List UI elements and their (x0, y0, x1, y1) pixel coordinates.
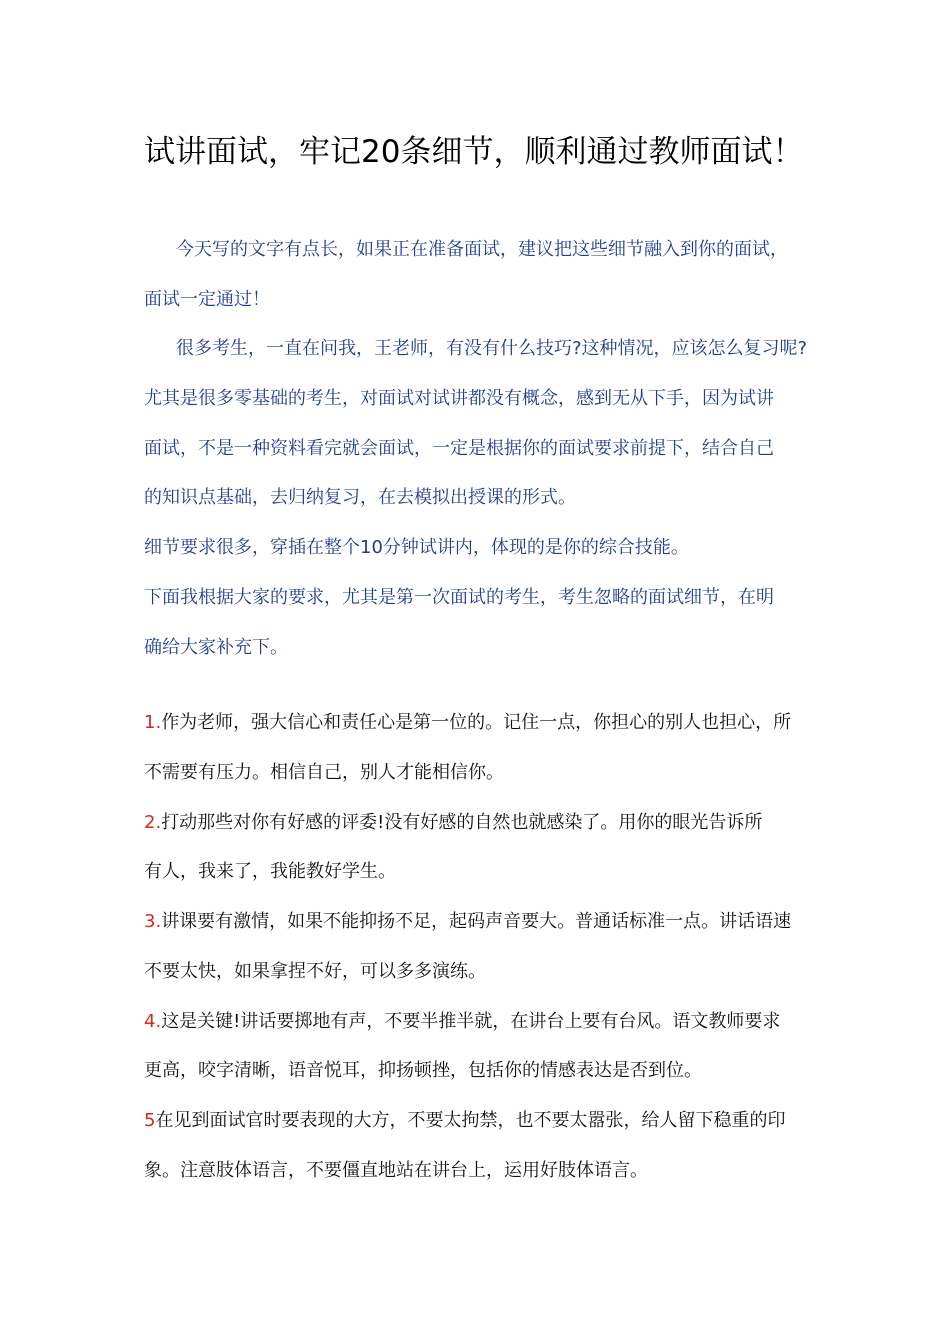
intro-line: 很多考生，一直在问我，王老师，有没有什么技巧?这种情况，应该怎么复习呢? (176, 338, 808, 359)
list-item-5-line-1 (144, 1106, 785, 1136)
intro-line: 面试一定通过！ (144, 289, 270, 310)
item-text: 打动那些对你有好感的评委!没有好感的自然也就感染了。用你的眼光告诉所 (161, 812, 763, 833)
list-item-4-line-1 (144, 1007, 780, 1037)
item-number: 5 (144, 1110, 156, 1131)
item-number: 4. (144, 1011, 162, 1032)
list-item-4-line-2: 更高，咬字清晰，语音悦耳，抑扬顿挫，包括你的情感表达是否到位。 (144, 1060, 702, 1081)
intro-line: 细节要求很多，穿插在整个10分钟试讲内，体现的是你的综合技能。 (144, 537, 689, 558)
intro-line: 下面我根据大家的要求，尤其是第一次面试的考生，考生忽略的面试细节，在明 (144, 587, 774, 608)
item-text: 在见到面试官时要表现的大方，不要太拘禁，也不要太嚣张，给人留下稳重的印 (155, 1110, 786, 1131)
list-item-3-line-2: 不要太快，如果拿捏不好，可以多多演练。 (144, 961, 486, 982)
list-item-2-line-1 (144, 808, 762, 838)
intro-line: 面试，不是一种资料看完就会面试，一定是根据你的面试要求前提下，结合自己 (144, 438, 774, 459)
intro-line: 的知识点基础，去归纳复习，在去模拟出授课的形式。 (144, 487, 576, 508)
list-item-1-line-1 (144, 708, 791, 738)
item-text: 讲课要有激情，如果不能抑扬不足，起码声音要大。普通话标准一点。讲话语速 (161, 911, 792, 932)
item-text: 这是关键!讲话要掷地有声，不要半推半就，在讲台上要有台风。语文教师要求 (161, 1011, 781, 1032)
item-text: 作为老师，强大信心和责任心是第一位的。记住一点，你担心的别人也担心，所 (161, 712, 792, 733)
intro-line: 确给大家补充下。 (144, 637, 288, 658)
list-item-5-line-2: 象。注意肢体语言，不要僵直地站在讲台上，运用好肢体语言。 (144, 1160, 648, 1181)
list-item-3-line-1 (144, 907, 791, 937)
article-title: 试讲面试，牢记20条细节，顺利通过教师面试！ (144, 134, 804, 170)
intro-line: 尤其是很多零基础的考生，对面试对试讲都没有概念，感到无从下手，因为试讲 (144, 388, 774, 409)
item-number: 2. (144, 812, 162, 833)
intro-line: 今天写的文字有点长，如果正在准备面试，建议把这些细节融入到你的面试， (176, 239, 788, 260)
item-number: 1. (144, 712, 162, 733)
list-item-1-line-2: 不需要有压力。相信自己，别人才能相信你。 (144, 762, 504, 783)
list-item-2-line-2: 有人，我来了，我能教好学生。 (144, 861, 396, 882)
item-number: 3. (144, 911, 162, 932)
